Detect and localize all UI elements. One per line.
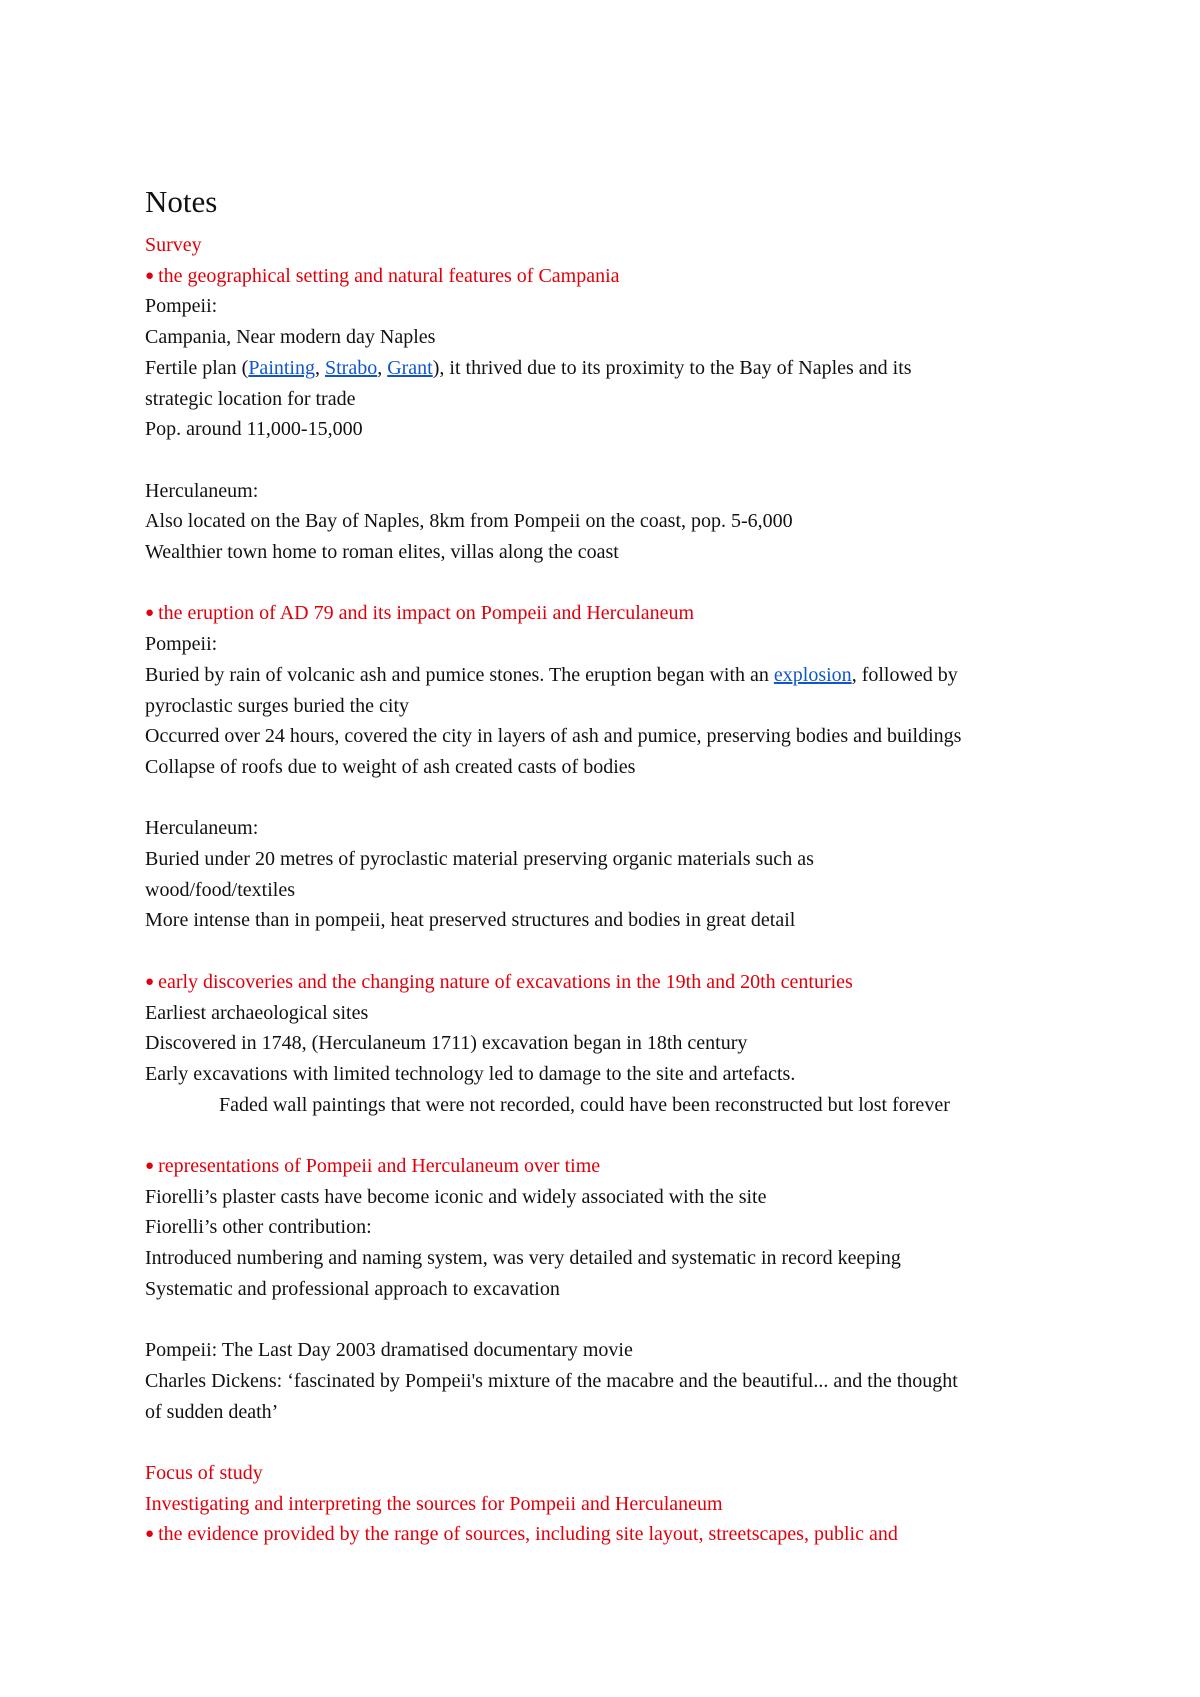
text-line: Campania, Near modern day Naples: [145, 326, 436, 349]
section-heading-focus: Focus of study: [145, 1462, 263, 1485]
indented-text-line: Faded wall paintings that were not recorded, could have been reconstructed but lost forever: [219, 1093, 950, 1116]
spacer: [145, 936, 1060, 967]
section-heading-survey: Survey: [145, 234, 202, 256]
text-span: , followed by: [851, 663, 958, 686]
text-line: Pop. around 11,000-15,000: [145, 418, 363, 441]
spacer: [145, 1427, 1060, 1458]
bullet-item: [145, 1519, 1060, 1550]
text-line: Also located on the Bay of Naples, 8km from Pompeii on the coast, pop. 5-6,000: [145, 510, 793, 533]
bullet-text: the evidence provided by the range of sources, including site layout, streetscapes, public and: [158, 1523, 898, 1546]
text-line: Fiorelli’s other contribution:: [145, 1216, 372, 1239]
section-subheading-investigating: Investigating and interpreting the sources for Pompeii and Herculaneum: [145, 1492, 723, 1515]
text-span: ,: [314, 356, 325, 379]
bullet-text: early discoveries and the changing nature of excavations in the 19th and 20th centuries: [158, 970, 853, 993]
bullet-icon: ●: [145, 973, 155, 990]
text-line: Wealthier town home to roman elites, villas along the coast: [145, 541, 619, 564]
spacer: [145, 568, 1060, 599]
text-line: Earliest archaeological sites: [145, 1001, 369, 1024]
bullet-item: [145, 967, 1060, 998]
text-line: Early excavations with limited technology led to damage to the site and artefacts.: [145, 1062, 796, 1085]
spacer: [145, 1120, 1060, 1151]
text-span: Fertile plan (: [145, 356, 249, 379]
text-line: More intense than in pompeii, heat preserved structures and bodies in great detail: [145, 909, 796, 932]
bullet-item: [145, 598, 1060, 629]
text-line: Charles Dickens: ‘fascinated by Pompeii's mixture of the macabre and the beautiful... and the thought: [145, 1369, 958, 1392]
bullet-item: [145, 1151, 1060, 1182]
spacer: [145, 445, 1060, 476]
bullet-text: the eruption of AD 79 and its impact on Pompeii and Herculaneum: [158, 602, 695, 625]
link-grant[interactable]: Grant: [387, 356, 433, 379]
spacer: [145, 1305, 1060, 1336]
text-span: ,: [377, 356, 388, 379]
text-span: ), it thrived due to its proximity to the Bay of Naples and its: [432, 356, 912, 379]
link-strabo[interactable]: Strabo: [324, 356, 378, 379]
subheading-pompeii: Pompeii:: [145, 295, 218, 318]
text-line: Fiorelli’s plaster casts have become iconic and widely associated with the site: [145, 1185, 767, 1208]
text-span: Buried by rain of volcanic ash and pumice stones. The eruption began with an: [145, 663, 774, 686]
link-painting[interactable]: Painting: [248, 356, 315, 379]
subheading-herculaneum: Herculaneum:: [145, 817, 259, 840]
page-title: Notes: [145, 184, 218, 219]
text-line: Collapse of roofs due to weight of ash created casts of bodies: [145, 755, 636, 778]
text-line: [145, 353, 1060, 384]
bullet-icon: ●: [145, 1158, 155, 1175]
bullet-icon: ●: [145, 1526, 155, 1543]
bullet-icon: ●: [145, 605, 155, 622]
bullet-icon: ●: [145, 267, 155, 284]
bullet-item: [145, 261, 1060, 292]
text-line: Introduced numbering and naming system, was very detailed and systematic in record keeping: [145, 1247, 901, 1270]
text-line: Systematic and professional approach to excavation: [145, 1277, 560, 1300]
spacer: [145, 783, 1060, 814]
link-explosion[interactable]: explosion: [773, 663, 852, 686]
bullet-text: representations of Pompeii and Herculaneum over time: [158, 1155, 601, 1178]
text-line: pyroclastic surges buried the city: [145, 694, 410, 717]
text-line: Buried under 20 metres of pyroclastic material preserving organic materials such as: [145, 848, 814, 871]
text-line: of sudden death’: [145, 1400, 279, 1423]
subheading-pompeii: Pompeii:: [145, 633, 218, 656]
bullet-text: the geographical setting and natural features of Campania: [158, 264, 620, 287]
subheading-herculaneum: Herculaneum:: [145, 479, 259, 502]
text-line: Occurred over 24 hours, covered the city in layers of ash and pumice, preserving bodies and buildings: [145, 725, 962, 748]
text-line: wood/food/textiles: [145, 878, 295, 901]
text-line: [145, 660, 1060, 691]
text-line: Discovered in 1748, (Herculaneum 1711) excavation began in 18th century: [145, 1032, 748, 1055]
text-line: Pompeii: The Last Day 2003 dramatised documentary movie: [145, 1339, 633, 1362]
text-line: strategic location for trade: [145, 387, 356, 410]
